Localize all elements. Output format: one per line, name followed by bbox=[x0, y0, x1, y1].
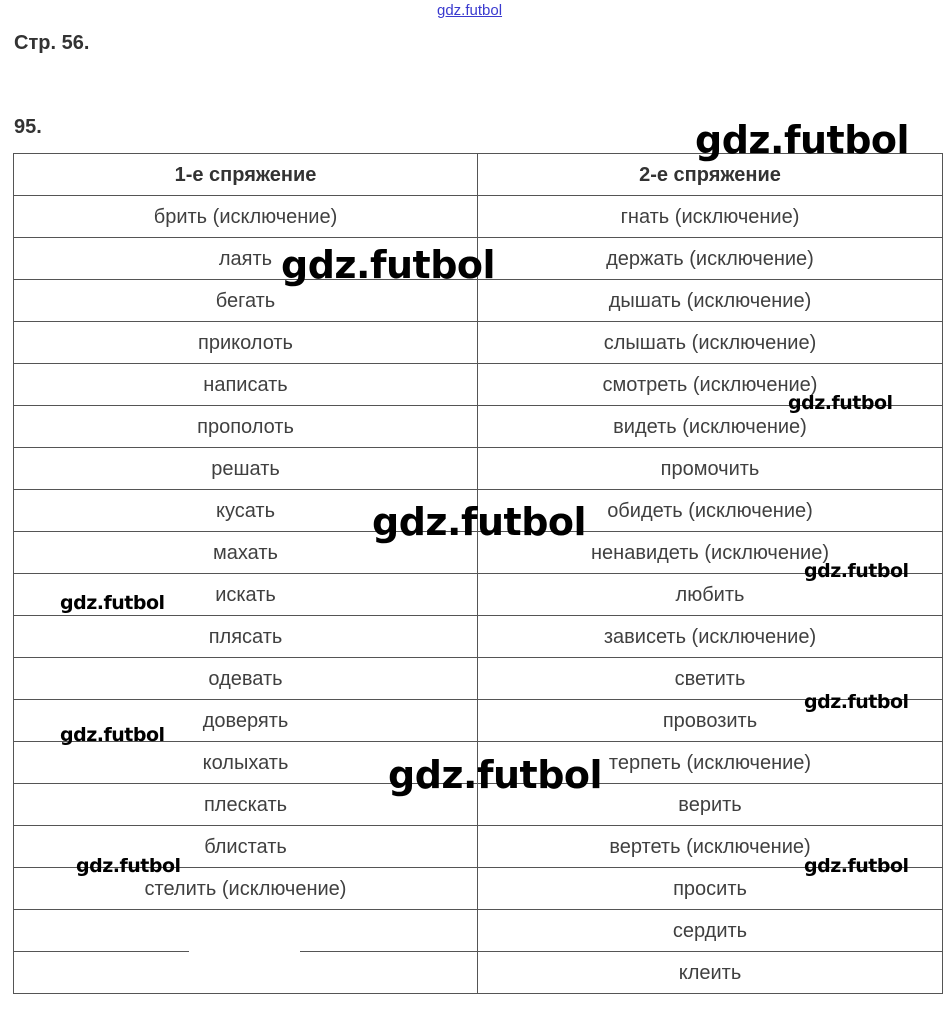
cell-first-conjugation: блистать bbox=[14, 826, 478, 868]
cell-second-conjugation: терпеть (исключение) bbox=[478, 742, 943, 784]
cell-first-conjugation: одевать bbox=[14, 658, 478, 700]
cell-first-conjugation: бегать bbox=[14, 280, 478, 322]
cell-second-conjugation: сердить bbox=[478, 910, 943, 952]
cell-second-conjugation: любить bbox=[478, 574, 943, 616]
cell-second-conjugation: дышать (исключение) bbox=[478, 280, 943, 322]
cell-first-conjugation: доверять bbox=[14, 700, 478, 742]
cell-second-conjugation: гнать (исключение) bbox=[478, 196, 943, 238]
table-row bbox=[14, 952, 943, 994]
cell-first-conjugation: плясать bbox=[14, 616, 478, 658]
watermark: gdz.futbol bbox=[281, 243, 496, 287]
watermark: gdz.futbol bbox=[60, 592, 165, 614]
cell-first-conjugation bbox=[14, 910, 478, 952]
cell-second-conjugation: просить bbox=[478, 868, 943, 910]
cell-first-conjugation: брить (исключение) bbox=[14, 196, 478, 238]
cell-first-conjugation: написать bbox=[14, 364, 478, 406]
table-row bbox=[14, 196, 943, 238]
cell-first-conjugation: прополоть bbox=[14, 406, 478, 448]
cell-first-conjugation: плескать bbox=[14, 784, 478, 826]
table-row bbox=[14, 910, 943, 952]
watermark: gdz.futbol bbox=[695, 118, 910, 162]
watermark: gdz.futbol bbox=[804, 691, 909, 713]
cell-second-conjugation: верить bbox=[478, 784, 943, 826]
cell-second-conjugation: зависеть (исключение) bbox=[478, 616, 943, 658]
table-row bbox=[14, 616, 943, 658]
cell-first-conjugation: махать bbox=[14, 532, 478, 574]
cell-first-conjugation: решать bbox=[14, 448, 478, 490]
cell-second-conjugation: светить bbox=[478, 658, 943, 700]
cell-first-conjugation: колыхать bbox=[14, 742, 478, 784]
cell-second-conjugation: клеить bbox=[478, 952, 943, 994]
column-header-first-conjugation: 1-е спряжение bbox=[14, 154, 478, 196]
cell-first-conjugation: лаять bbox=[14, 238, 478, 280]
cell-second-conjugation: промочить bbox=[478, 448, 943, 490]
cell-second-conjugation: обидеть (исключение) bbox=[478, 490, 943, 532]
cell-second-conjugation: вертеть (исключение) bbox=[478, 826, 943, 868]
column-header-second-conjugation: 2-е спряжение bbox=[478, 154, 943, 196]
blank-gap bbox=[189, 950, 300, 958]
site-link[interactable]: gdz.futbol bbox=[437, 2, 503, 19]
cell-second-conjugation: ненавидеть (исключение) bbox=[478, 532, 943, 574]
cell-second-conjugation: видеть (исключение) bbox=[478, 406, 943, 448]
cell-second-conjugation: провозить bbox=[478, 700, 943, 742]
watermark: gdz.futbol bbox=[60, 724, 165, 746]
watermark: gdz.futbol bbox=[388, 753, 603, 797]
cell-first-conjugation: приколоть bbox=[14, 322, 478, 364]
watermark: gdz.futbol bbox=[804, 560, 909, 582]
task-number: 95. bbox=[14, 116, 42, 138]
watermark: gdz.futbol bbox=[372, 500, 587, 544]
cell-second-conjugation: смотреть (исключение) bbox=[478, 364, 943, 406]
page-label: Стр. 56. bbox=[14, 32, 90, 54]
cell-second-conjugation: слышать (исключение) bbox=[478, 322, 943, 364]
table-row bbox=[14, 322, 943, 364]
watermark: gdz.futbol bbox=[76, 855, 181, 877]
watermark: gdz.futbol bbox=[804, 855, 909, 877]
watermark: gdz.futbol bbox=[788, 392, 893, 414]
table-row bbox=[14, 448, 943, 490]
cell-first-conjugation: стелить (исключение) bbox=[14, 868, 478, 910]
cell-first-conjugation: кусать bbox=[14, 490, 478, 532]
cell-first-conjugation: искать bbox=[14, 574, 478, 616]
cell-second-conjugation: держать (исключение) bbox=[478, 238, 943, 280]
